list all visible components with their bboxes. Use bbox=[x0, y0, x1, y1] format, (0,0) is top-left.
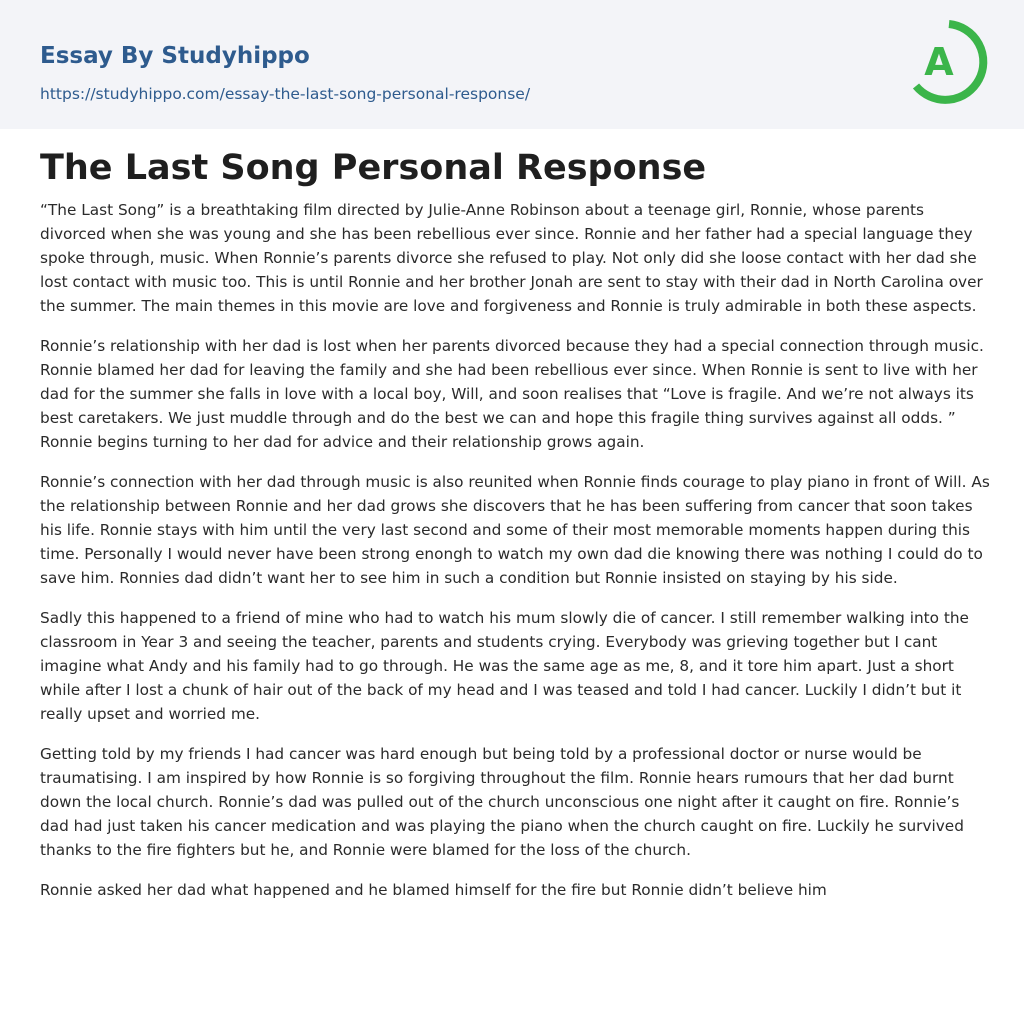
site-title[interactable]: Essay By Studyhippo bbox=[40, 43, 310, 69]
essay-title: The Last Song Personal Response bbox=[40, 148, 707, 188]
essay-content bbox=[40, 146, 990, 918]
essay-paragraph: Ronnie’s relationship with her dad is lost when her parents divorced because they had a special connection through music. Ronnie blamed her dad for leaving the family and she had been rebellious ever since. When Ronnie is sent to live with her dad for the summer she falls in love with a local boy, Will, and soon realises that “Love is fragile. And we’re not always its best caretakers. We just muddle through and do the best we can and hope this fragile thing survives against all odds. ” Ronnie begins turning to her dad for advice and their relationship grows again. bbox=[40, 337, 984, 451]
site-header bbox=[0, 0, 1024, 129]
essay-url-link[interactable]: https://studyhippo.com/essay-the-last-song-personal-response/ bbox=[40, 85, 531, 103]
essay-paragraph: Sadly this happened to a friend of mine who had to watch his mum slowly die of cancer. I still remember walking into the classroom in Year 3 and seeing the teacher, parents and students crying. Everybody was grieving together but I cant imagine what Andy and his family had to go through. He was the same age as me, 8, and it tore him apart. Just a short while after I lost a chunk of hair out of the back of my head and I was teased and told I had cancer. Luckily I didn’t but it really upset and worried me. bbox=[40, 609, 969, 723]
essay-paragraph: “The Last Song” is a breathtaking film directed by Julie-Anne Robinson about a teenage girl, Ronnie, whose parents divorced when she was young and she has been rebellious ever since. Ronnie and her father had a special language they spoke through, music. When Ronnie’s parents divorce she refused to play. Not only did she loose contact with her dad she lost contact with music too. This is until Ronnie and her brother Jonah are sent to stay with their dad in North Carolina over the summer. The main themes in this movie are love and forgiveness and Ronnie is truly admirable in both these aspects. bbox=[40, 201, 983, 315]
essay-paragraph: Ronnie asked her dad what happened and he blamed himself for the fire but Ronnie didn’t believe him bbox=[40, 881, 827, 899]
essay-paragraph: Getting told by my friends I had cancer was hard enough but being told by a professional doctor or nurse would be traumatising. I am inspired by how Ronnie is so forgiving throughout the film. Ronnie hears rumours that her dad burnt down the local church. Ronnie’s dad was pulled out of the church unconscious one night after it caught on fire. Ronnie’s dad had just taken his cancer medication and was playing the piano when the church caught on fire. Luckily he survived thanks to the fire fighters but he, and Ronnie were blamed for the loss of the church. bbox=[40, 745, 964, 859]
essay-paragraph: Ronnie’s connection with her dad through music is also reunited when Ronnie finds courage to play piano in front of Will. As the relationship between Ronnie and her dad grows she discovers that he has been suffering from cancer that soon takes his life. Ronnie stays with him until the very last second and some of their most memorable moments happen during this time. Personally I would never have been strong enongh to watch my own dad die knowing there was nothing I could do to save him. Ronnies dad didn’t want her to see him in such a condition but Ronnie insisted on staying by his side. bbox=[40, 473, 990, 587]
logo-letter: A bbox=[924, 40, 954, 84]
studyhippo-logo-icon[interactable] bbox=[910, 18, 988, 108]
